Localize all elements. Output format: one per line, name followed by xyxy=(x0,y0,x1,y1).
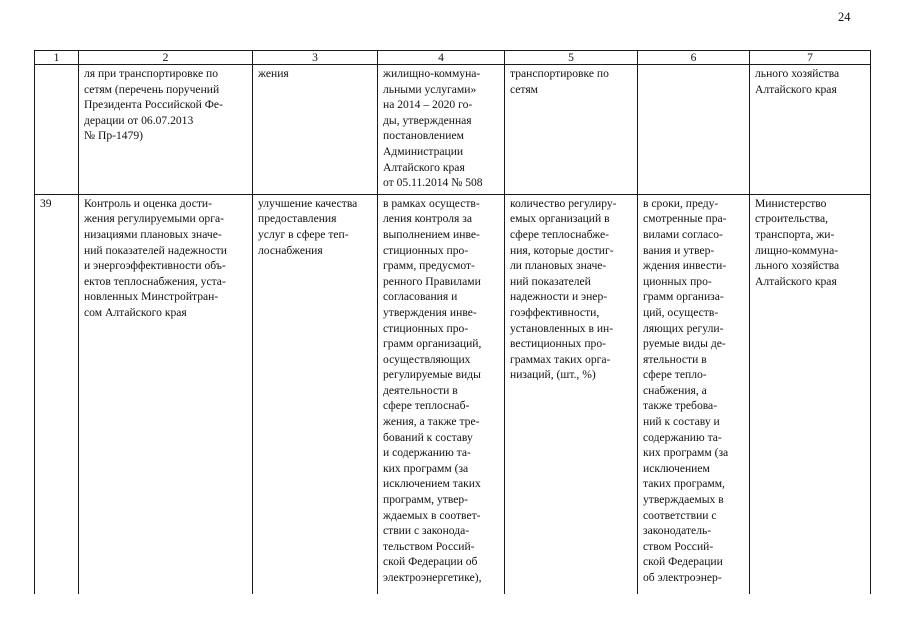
deadline xyxy=(638,65,750,195)
header-row xyxy=(35,51,871,65)
column-header: 7 xyxy=(750,51,871,65)
document-table xyxy=(34,50,871,594)
event-description: Контроль и оценка дости- жения регулируемыми орга- низациями плановых значе- ний показателей надежности и энергоэффективности объ- ектов теплоснабжения, уста- новленных Минстройтран- сом Алтайского края xyxy=(79,194,253,594)
responsible-party: льного хозяйства Алтайского края xyxy=(750,65,871,195)
expected-result: жения xyxy=(253,65,378,195)
deadline: в сроки, преду- смотренные пра- вилами согласо- вания и утвер- ждения инвести- ционных про- грамм организа- ций, осуществ- ляющих регули- руемые виды де- ятельности в сфере тепло- снабжения, а также требова- ний к составу и содержанию та- ких программ (за исключением таких программ, утверждаемых в соответствии с законодатель- ством Россий- ской Федерации об электроэнер- xyxy=(638,194,750,594)
responsible-party: Министерство строительства, транспорта, жи- лищно-коммуна- льного хозяйства Алтайского края xyxy=(750,194,871,594)
event-description: ля при транспортировке по сетям (перечень поручений Президента Российской Фе- дерации от 06.07.2013 № Пр-1479) xyxy=(79,65,253,195)
column-header: 2 xyxy=(79,51,253,65)
column-header: 3 xyxy=(253,51,378,65)
grounds: в рамках осуществ- ления контроля за выполнением инве- стиционных про- грамм, предусмот- ренного Правилами согласования и утверждения инве- стиционных про- грамм организаций, осуществляющих регулируемые виды деятельности в сфере теплоснаб- жения, а также тре- бований к составу и содержанию та- ких программ (за исключением таких программ, утвер- ждаемых в соответ- ствии с законода- тельством Россий- ской Федерации об электроэнергетике), xyxy=(378,194,505,594)
column-header: 5 xyxy=(505,51,638,65)
table-row xyxy=(35,65,871,195)
indicator: транспортировке по сетям xyxy=(505,65,638,195)
indicator: количество регулиру- емых организаций в сфере теплоснабже- ния, которые достиг- ли плановых значе- ний показателей надежности и энер- гоэффективности, установленных в ин- вестиционных про- граммах таких орга- низаций, (шт., %) xyxy=(505,194,638,594)
column-header: 6 xyxy=(638,51,750,65)
page-number: 24 xyxy=(838,10,851,24)
grounds: жилищно-коммуна- льными услугами» на 2014 – 2020 го- ды, утвержденная постановлением Администрации Алтайского края от 05.11.2014 № 508 xyxy=(378,65,505,195)
expected-result: улучшение качества предоставления услуг в сфере теп- лоснабжения xyxy=(253,194,378,594)
row-number: 39 xyxy=(35,194,79,594)
row-number xyxy=(35,65,79,195)
column-header: 4 xyxy=(378,51,505,65)
table-row xyxy=(35,194,871,594)
column-header: 1 xyxy=(35,51,79,65)
